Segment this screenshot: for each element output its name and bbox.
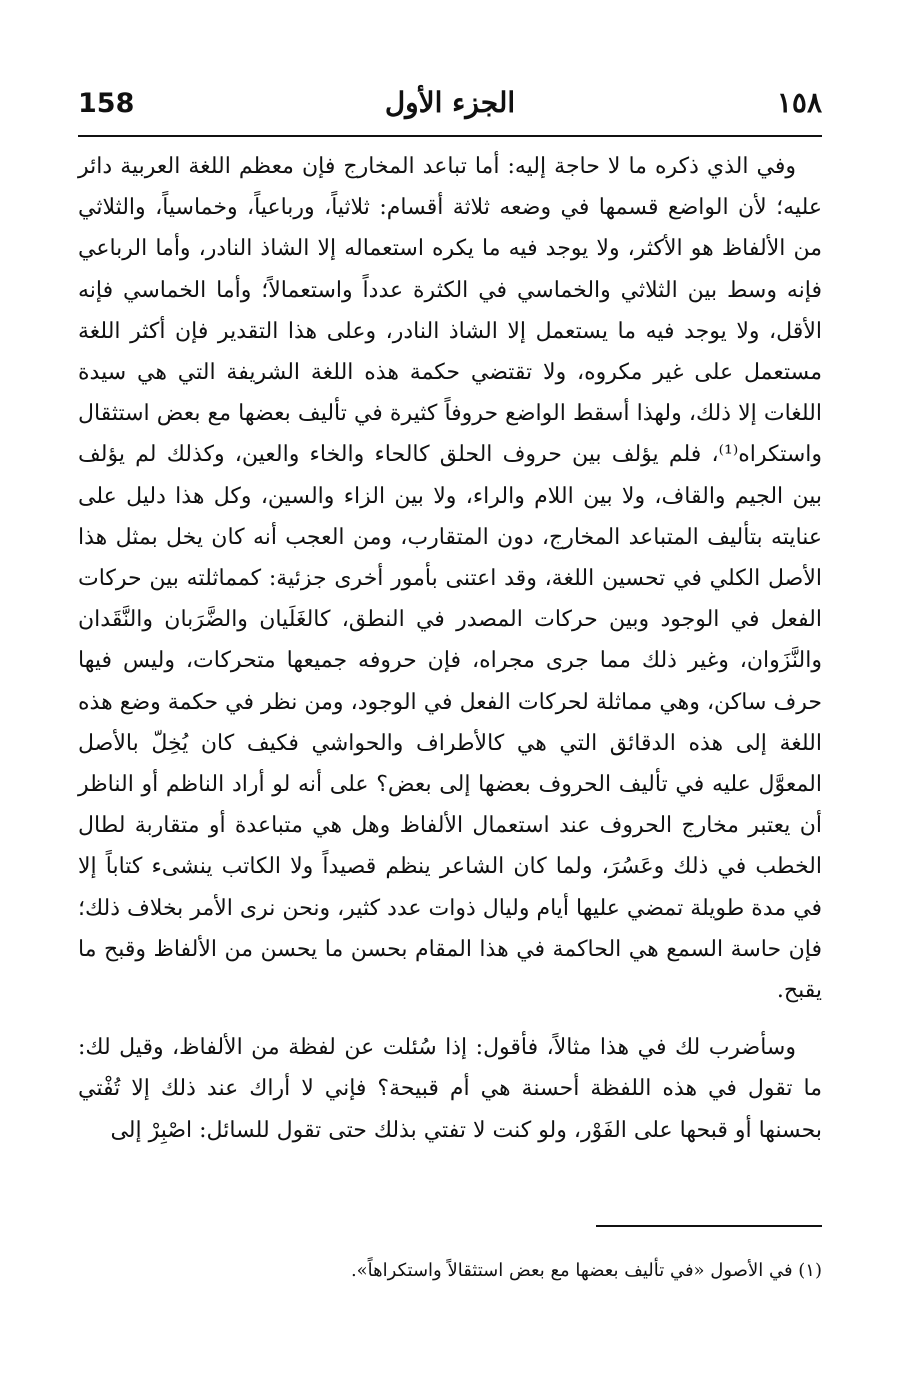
main-text — [78, 146, 822, 1151]
page-number-latin: 158 — [78, 88, 135, 119]
page-title: الجزء الأول — [384, 86, 516, 119]
page-number-arabic: ١٥٨ — [776, 86, 822, 119]
header-divider — [78, 135, 822, 137]
footnote: (١) في الأصول «في تأليف بعضها مع بعض استثقالاً واستكراهاً». — [350, 1260, 822, 1281]
paragraph-1: وفي الذي ذكره ما لا حاجة إليه: أما تباعد المخارج فإن معظم اللغة العربية دائر عليه؛ لأن الواضع قسمها في وضعه ثلاثة أقسام: ثلاثياً، ورباعياً، وخماسياً، والثلاثي من الألفاظ هو الأكثر، ولا يوجد فيه ما يكره استعماله إلا الشاذ النادر، وأما الرباعي فإنه وسط بين الثلاثي والخماسي في الكثرة عدداً واستعمالاً؛ وأما الخماسي فإنه الأقل، ولا يوجد فيه ما يستعمل إلا الشاذ النادر، وعلى هذا التقدير فإن أكثر اللغة مستعمل على غير مكروه، ولا تقتضي حكمة هذه اللغة الشريفة التي هي سيدة اللغات إلا ذلك، ولهذا أسقط الواضع حروفاً كثيرة في تأليف بعضها مع بعض استثقال واستكراه⁽¹⁾، فلم يؤلف بين حروف الحلق كالحاء والخاء والعين، وكذلك لم يؤلف بين الجيم والقاف، ولا بين اللام والراء، ولا بين الزاء والسين، وكل هذا دليل على عنايته بتأليف المتباعد المخارج، دون المتقارب، ومن العجب أنه كان يخل بمثل هذا الأصل الكلي في تحسين اللغة، وقد اعتنى بأمور أخرى جزئية: كمماثلته بين حركات الفعل في الوجود وبين حركات المصدر في النطق، كالغَلَيان والضَّرَبان والنَّقَدان والنَّزَوان، وغير ذلك مما جرى مجراه، فإن حروفه جميعها متحركات، وليس فيها حرف ساكن، وهي مماثلة لحركات الفعل في الوجود، ومن نظر في حكمة وضع هذه اللغة إلى هذه الدقائق التي هي كالأطراف والحواشي فكيف كان يُخِلّ بالأصل المعوَّل عليه في تأليف الحروف بعضها إلى بعض؟ على أنه لو أراد الناظم أو الناظر أن يعتبر مخارج الحروف عند استعمال الألفاظ وهل هي متباعدة أو متقاربة لطال الخطب في ذلك وعَسُرَ، ولما كان الشاعر ينظم قصيداً ولا الكاتب ينشىء كتاباً إلا في مدة طويلة تمضي عليها أيام وليال ذوات عدد كثير، ونحن نرى الأمر بخلاف ذلك؛ فإن حاسة السمع هي الحاكمة في هذا المقام بحسن ما يحسن من الألفاظ وقبح ما يقبح. — [78, 154, 822, 1004]
paragraph-2: وسأضرب لك في هذا مثالاً، فأقول: إذا سُئلت عن لفظة من الألفاظ، وقيل لك: ما تقول في هذه اللفظة أحسنة هي أم قبيحة؟ فإني لا أراك عند ذلك إلا تُفْتي بحسنها أو قبحها على الفَوْر، ولو كنت لا تفتي بذلك حتى تقول للسائل: اصْبِرْ إلى — [78, 1035, 822, 1143]
footnote-divider — [596, 1225, 822, 1227]
running-header — [78, 84, 822, 132]
